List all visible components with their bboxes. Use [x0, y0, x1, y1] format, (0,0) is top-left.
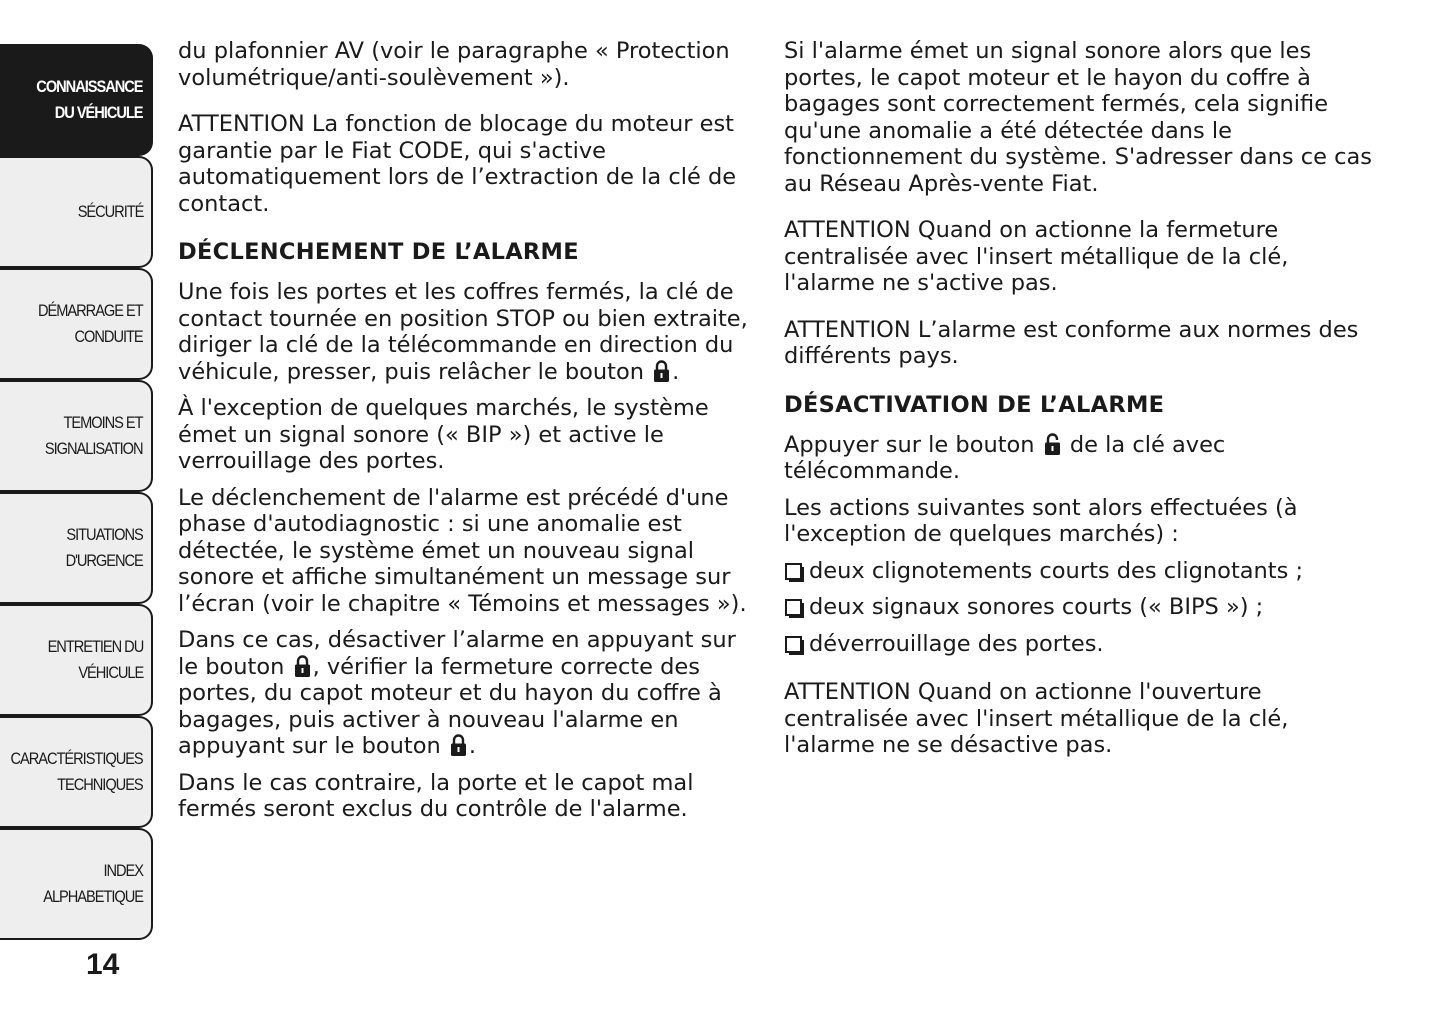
- lock-icon: [294, 654, 311, 678]
- paragraph: du plafonnier AV (voir le paragraphe « Protection volumétrique/anti-soulèvement »).: [178, 38, 730, 91]
- attention-note: ATTENTION Quand on actionne la fermeture centralisée avec l'insert métallique de la clé, l'alarme ne s'active pas.: [784, 217, 1289, 296]
- attention-note: ATTENTION La fonction de blocage du moteur est garantie par le Fiat CODE, qui s'active automatiquement lors de l’extraction de la clé de contact.: [178, 111, 737, 217]
- checkbox-bullet-icon: [785, 599, 802, 616]
- paragraph: Appuyer sur le bouton de la clé avec télécommande.: [784, 431, 1226, 484]
- section-heading-declenchement: DÉCLENCHEMENT DE L’ALARME: [178, 239, 579, 265]
- lock-icon: [450, 733, 467, 757]
- unlock-icon: [1044, 432, 1061, 456]
- chapter-tabs: [0, 44, 157, 940]
- checkbox-bullet-icon: [785, 636, 802, 653]
- paragraph: Si l'alarme émet un signal sonore alors que les portes, le capot moteur et le hayon du coffre à bagages sont correctement fermés, cela signifie qu'une anomalie a été détectée dans le fonctionnement du système. S'adresser dans ce cas au Réseau Après-vente Fiat.: [784, 38, 1372, 197]
- tab-connaissance-vehicule[interactable]: [0, 44, 153, 156]
- checkbox-bullet-icon: [785, 563, 802, 580]
- section-heading-desactivation: DÉSACTIVATION DE L’ALARME: [784, 391, 1165, 418]
- paragraph: Dans ce cas, désactiver l’alarme en appuyant sur le bouton , vérifier la fermeture correcte des portes, du capot moteur et du hayon du coffre à bagages, puis activer à nouveau l'alarme en appuyant sur le bouton .: [178, 627, 736, 759]
- tab-securite[interactable]: [0, 156, 153, 268]
- tab-entretien-vehicule[interactable]: [0, 604, 153, 716]
- list-item: deux clignotements courts des clignotants ;: [784, 558, 1384, 585]
- page-number: 14: [86, 948, 120, 981]
- tab-label: SITUATIONS D'URGENCE: [65, 525, 143, 570]
- paragraph: Le déclenchement de l'alarme est précédé d'une phase d'autodiagnostic : si une anomalie est détectée, le système émet un nouveau signal sonore et affiche simultanément un message sur l’écran (voir le chapitre « Témoins et messages »).: [178, 484, 747, 617]
- paragraph: Une fois les portes et les coffres fermés, la clé de contact tournée en position STOP ou bien extraite, diriger la clé de la télécommande en direction du véhicule, presser, puis relâcher le bouton .: [178, 279, 748, 385]
- paragraph: Les actions suivantes sont alors effectuées (à l'exception de quelques marchés) :: [784, 494, 1298, 547]
- tab-label: SÉCURITÉ: [77, 202, 143, 221]
- tab-label: CONNAISSANCE DU VÉHICULE: [36, 77, 143, 122]
- list-item: deux signaux sonores courts (« BIPS ») ;: [784, 594, 1384, 621]
- lock-icon: [653, 359, 670, 383]
- tab-label: DÉMARRAGE ET CONDUITE: [38, 301, 143, 346]
- left-column: [178, 38, 763, 833]
- paragraph: À l'exception de quelques marchés, le système émet un signal sonore (« BIP ») et active le verrouillage des portes.: [178, 395, 709, 474]
- tab-label: CARACTÉRISTIQUES TECHNIQUES: [10, 749, 143, 794]
- tab-temoins-signalisation[interactable]: [0, 380, 153, 492]
- attention-note: ATTENTION Quand on actionne l'ouverture centralisée avec l'insert métallique de la clé, l'alarme ne se désactive pas.: [784, 679, 1289, 758]
- tab-label: ENTRETIEN DU VÉHICULE: [47, 637, 143, 682]
- tab-index-alphabetique[interactable]: [0, 828, 153, 940]
- tab-situations-urgence[interactable]: [0, 492, 153, 604]
- right-column: [784, 38, 1384, 769]
- tab-label: TEMOINS ET SIGNALISATION: [45, 413, 143, 458]
- list-item: déverrouillage des portes.: [784, 631, 1384, 658]
- paragraph: Dans le cas contraire, la porte et le capot mal fermés seront exclus du contrôle de l'alarme.: [178, 769, 694, 822]
- tab-demarrage-conduite[interactable]: [0, 268, 153, 380]
- tab-caracteristiques-techniques[interactable]: [0, 716, 153, 828]
- tab-label: INDEX ALPHABETIQUE: [43, 861, 143, 906]
- attention-note: ATTENTION L’alarme est conforme aux normes des différents pays.: [784, 316, 1359, 369]
